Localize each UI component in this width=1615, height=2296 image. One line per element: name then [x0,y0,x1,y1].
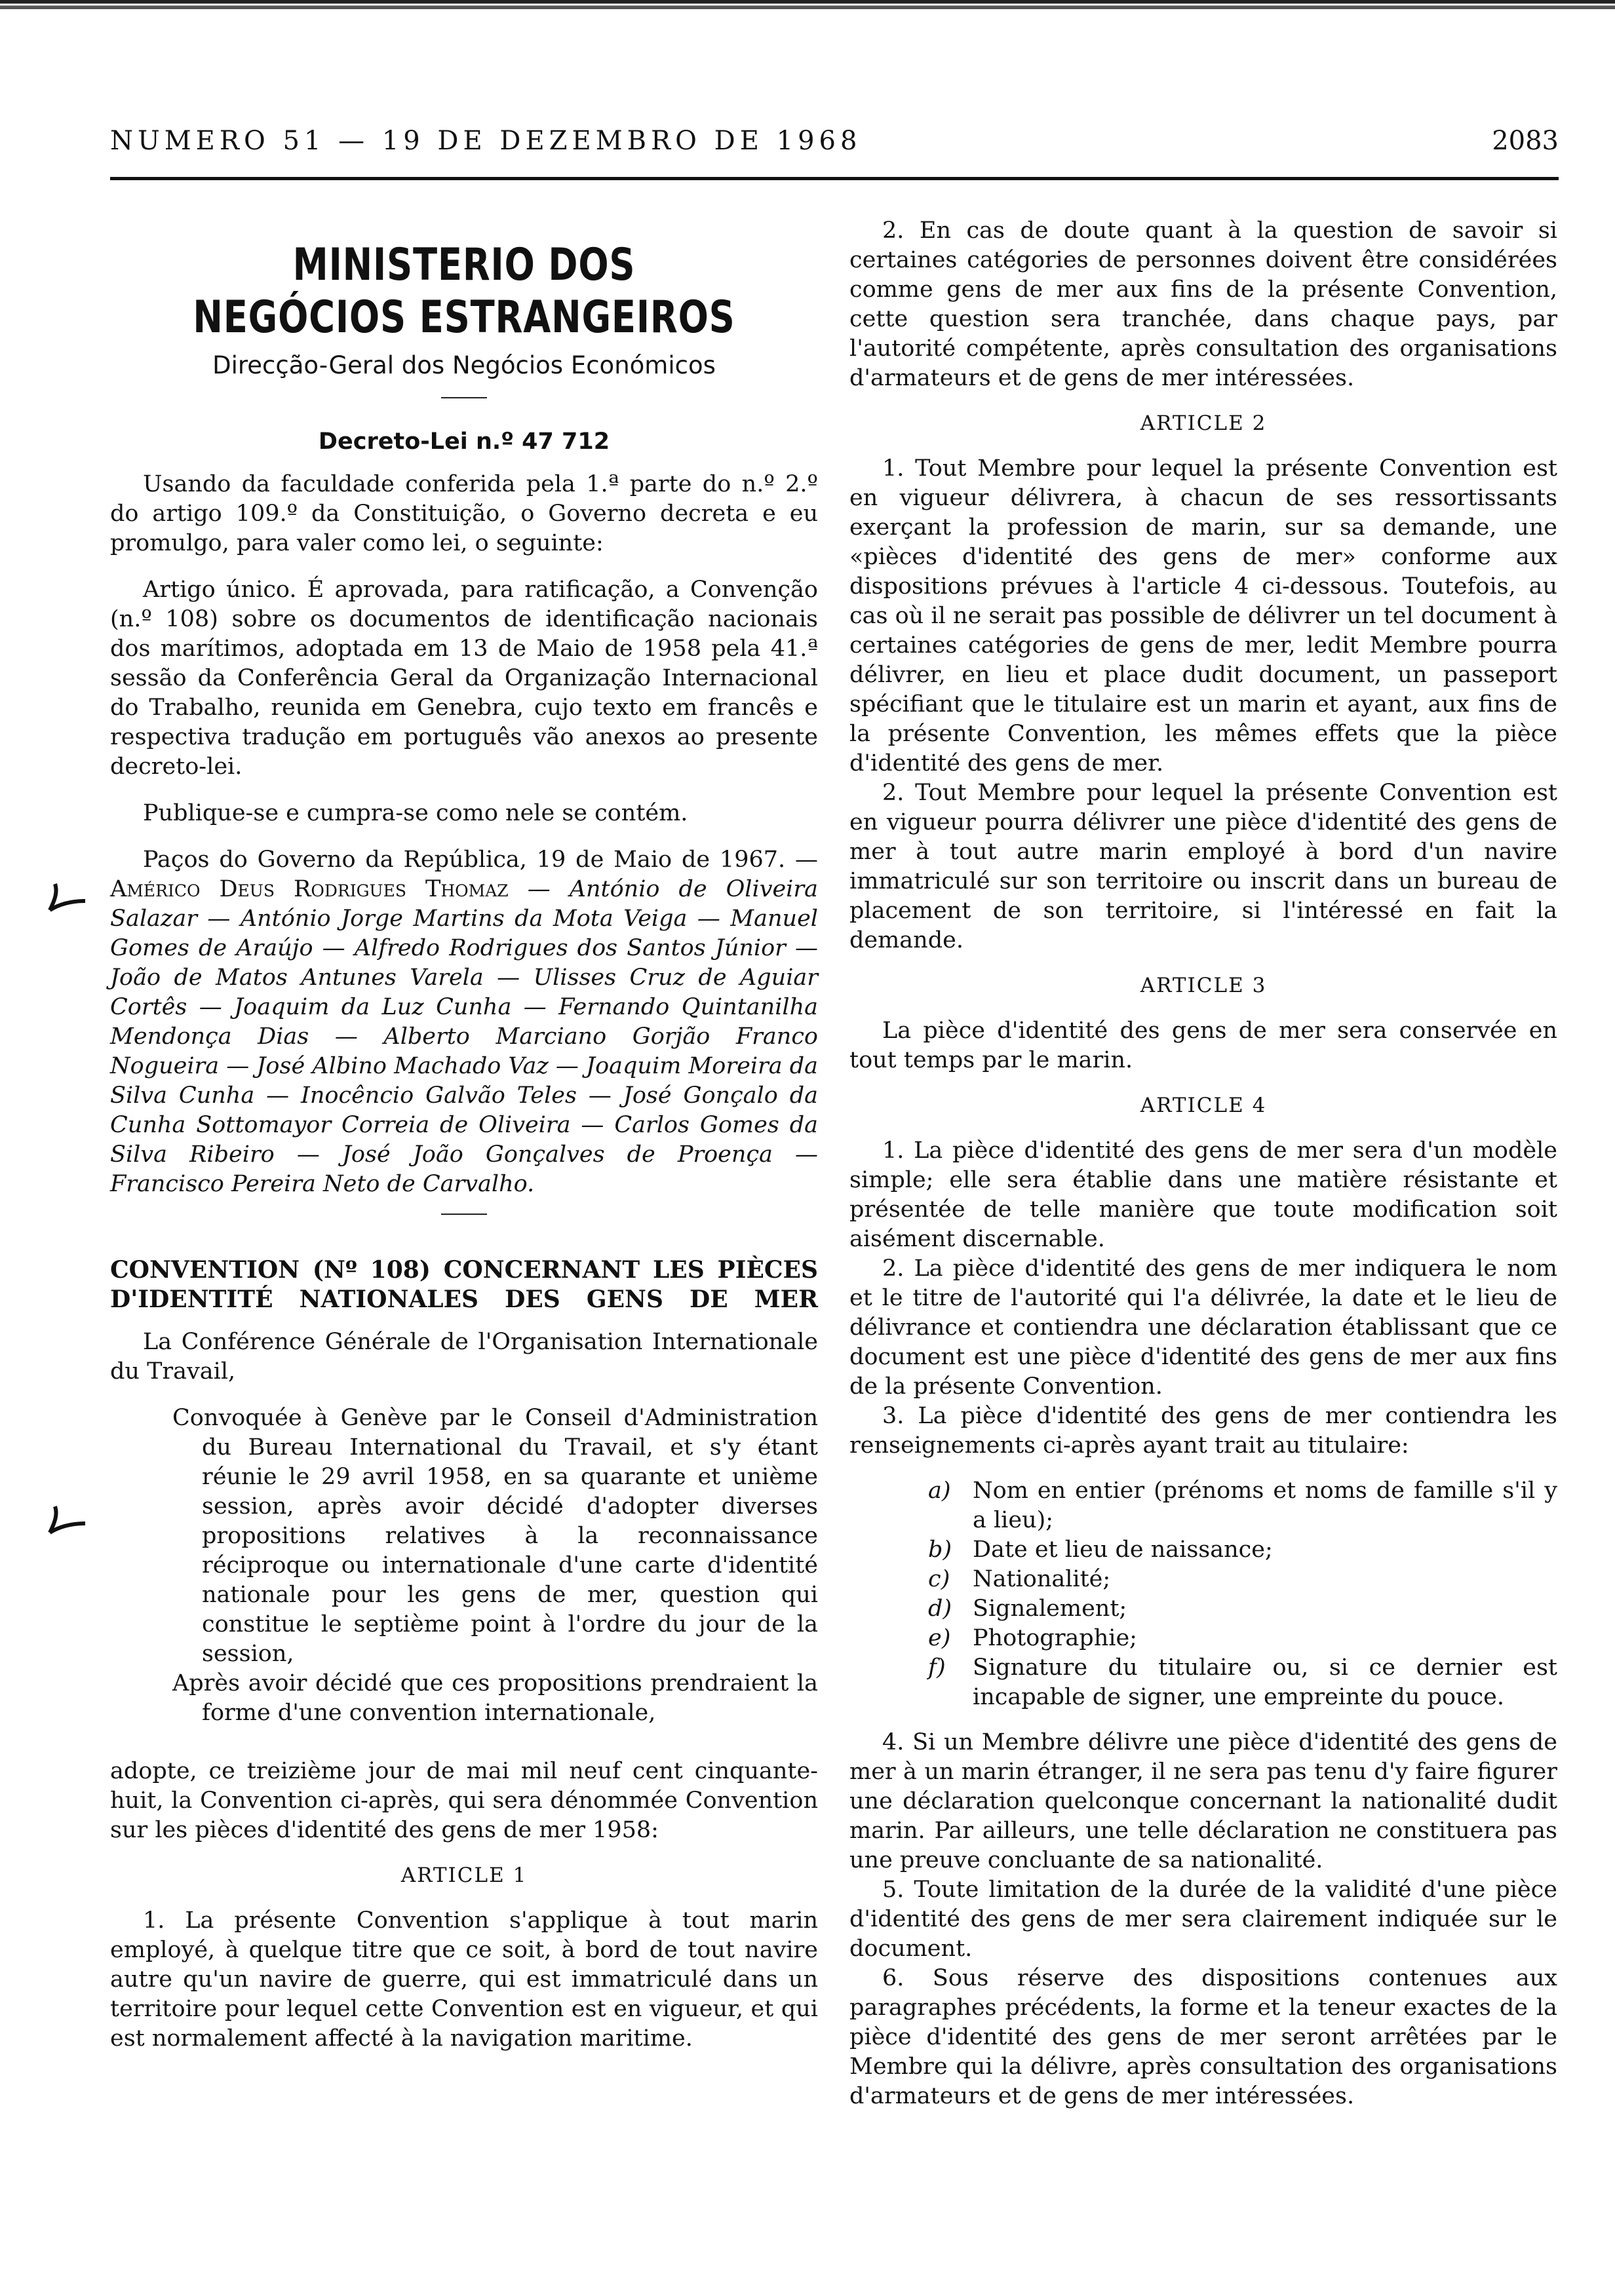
decree-preamble: Usando da faculdade conferida pela 1.ª parte do n.º 2.º do artigo 109.º da Constituição, o Governo decreta e eu promulgo, para valer como lei, o seguinte: [110,471,818,556]
adoption-clause: adopte, ce treizième jour de mai mil neuf cent cinquante-huit, la Convention ci-après, qui sera dénommée Convention sur les pièces d'identité des gens de mer 1958: [110,1758,818,1843]
decree-publication: Publique-se e cumpra-se como nele se contém. [143,800,688,826]
article-4-paragraph-4: 4. Si un Membre délivre une pièce d'identité des gens de mer à un marin étranger, il ne sera pas tenu d'y faire figurer une déclaration quelconque concernant la nationalité dudit marin. Par ailleurs, une telle déclaration ne constituera pas une preuve concluante de sa nationalité. [849,1729,1557,1873]
minister-names: — António de Oliveira Salazar — António Jorge Martins da Mota Veiga — Manuel Gomes de Araújo — Alfredo Rodrigues dos Santos Júnior — João de Matos Antunes Varela — Ulisses Cruz de Aguiar Cortês — Joaquim da Luz Cunha — Fernando Quintanilha Mendonça Dias — Alberto Marciano Gorjão Franco Nogueira — José Albino Machado Vaz — Joaquim Moreira da Silva Cunha — Inocêncio Galvão Teles — José Gonçalo da Cunha Sottomayor Correia de Oliveira — Carlos Gomes da Silva Ribeiro — José João Gonçalves de Proença — Francisco Pereira Neto de Carvalho. [110,876,819,1197]
section-divider [441,1214,487,1215]
article-4-paragraph-3: 3. La pièce d'identité des gens de mer contiendra les renseignements ci-après ayant trait au titulaire: [849,1403,1557,1459]
article-4-paragraph-2: 2. La pièce d'identité des gens de mer indiquera le nom et le titre de l'autorité qui l'a délivrée, la date et le lieu de délivrance et contiendra une déclaration établissant que ce document est une pièce d'identité des gens de mer aux fins de la présente Convention. [849,1255,1557,1400]
preamble-convoquee: Convoquée à Genève par le Conseil d'Administration du Bureau International du Travail, et s'y étant réunie le 29 avril 1958, en sa quarante et unième session, après avoir décidé d'adopter diverses propositions relatives à la reconnaissance réciproque ou internationale d'une carte d'identité nationale pour les gens de mer, question qui constitue le septième point à l'ordre du jour de la session, [172,1405,818,1667]
convention-title: CONVENTION (Nº 108) CONCERNANT LES PIÈCES D'IDENTITÉ NATIONALES DES GENS DE MER [110,1256,818,1313]
page-header [110,126,1559,172]
signature-place-date: Paços do Governo da República, 19 de Maio de 1967. — [143,847,818,873]
decree-article: Artigo único. É aprovada, para ratificação, a Convenção (n.º 108) sobre os documentos de identificação nacionais dos marítimos, adoptada em 13 de Maio de 1958 pela 41.ª sessão da Conferência Geral da Organização Internacional do Trabalho, reunida em Genebra, cujo texto em francês e respectiva tradução em português vão anexos ao presente decreto-lei. [110,577,818,780]
signatories [110,845,818,1199]
section-divider [441,397,487,398]
article-3-paragraph: La pièce d'identité des gens de mer sera conservée en tout temps par le marin. [849,1018,1557,1073]
article-1-heading: ARTICLE 1 [400,1864,528,1887]
top-border-rule [0,0,1615,9]
margin-mark-icon [46,1504,88,1537]
article-1-paragraph-2: 2. En cas de doute quant à la question de savoir si certaines catégories de personnes doivent être considérées comme gens de mer aux fins de la présente Convention, cette question sera tranchée, dans chaque pays, par l'autorité compétente, après consultation des organisations d'armateurs et de gens de mer intéressées. [849,218,1557,391]
list-item: c) Nationalité; [928,1566,1111,1592]
article-4-paragraph-1: 1. La pièce d'identité des gens de mer sera d'un modèle simple; elle sera établie dans une matière résistante et présentée de telle manière que toute modification soit aisément discernable. [849,1138,1557,1252]
preamble-apres: Après avoir décidé que ces propositions prendraient la forme d'une convention internationale, [172,1670,818,1726]
page-number: 2083 [1492,126,1559,156]
list-item: a) Nom en entier (prénoms et noms de famille s'il y a lieu); [928,1478,1557,1533]
ministry-heading: MINISTERIO DOS NEGÓCIOS ESTRANGEIROS [193,239,735,343]
article-2-paragraph-2: 2. Tout Membre pour lequel la présente Convention est en vigueur pourra délivrer une pièce d'identité des gens de mer à tout autre marin employé à bord d'un navire immatriculé sur son territoire ou inscrit dans un bureau de placement de son territoire, si l'intéressé en fait la demande. [849,780,1557,953]
article-2-paragraph-1: 1. Tout Membre pour lequel la présente Convention est en vigueur délivrera, à chacun de ses ressortissants exerçant la profession de marin, sur sa demande, une «pièces d'identité des gens de mer» conforme aux dispositions prévues à l'article 4 ci-dessous. Toutefois, au cas où il ne serait pas possible de délivrer un tel document à certaines catégories de gens de mer, ledit Membre pourra délivrer, en lieu et place dudit document, un passeport spécifiant que le titulaire est un marin et ayant, aux fins de la présente Convention, les mêmes effets que la pièce d'identité des gens de mer. [849,455,1557,776]
conference-intro: La Conférence Générale de l'Organisation Internationale du Travail, [110,1329,818,1385]
article-4-paragraph-6: 6. Sous réserve des dispositions contenues aux paragraphes précédents, la forme et la teneur exactes de la pièce d'identité des gens de mer seront arrêtées par le Membre qui la délivre, après consultation des organisations d'armateurs et de gens de mer intéressées. [849,1965,1557,2109]
decree-heading: Decreto-Lei n.º 47 712 [318,429,610,455]
identity-fields-list [902,1476,1557,1712]
left-column [110,216,818,2054]
direction-subheading: Direcção-Geral dos Negócios Económicos [212,351,716,379]
article-4-heading: ARTICLE 4 [1140,1094,1267,1117]
header-rule [110,177,1559,180]
article-4-paragraph-5: 5. Toute limitation de la durée de la validité d'une pièce d'identité des gens de mer sera clairement indiquée sur le document. [849,1877,1557,1962]
article-2-heading: ARTICLE 2 [1140,411,1267,435]
president-name: Américo Deus Rodrigues Thomaz [110,876,509,902]
article-3-heading: ARTICLE 3 [1140,974,1267,997]
list-item: e) Photographie; [928,1625,1137,1651]
issue-title: NUMERO 51 — 19 DE DEZEMBRO DE 1968 [110,126,862,156]
list-item: d) Signalement; [928,1596,1127,1622]
article-1-paragraph-1: 1. La présente Convention s'applique à tout marin employé, à quelque titre que ce soit, à bord de tout navire autre qu'un navire de guerre, qui est immatriculé dans un territoire pour lequel cette Convention est en vigueur, et qui est normalement affecté à la navigation maritime. [110,1907,818,2052]
list-item: b) Date et lieu de naissance; [928,1537,1273,1563]
list-item: f) Signature du titulaire ou, si ce dernier est incapable de signer, une empreinte du pouce. [928,1655,1557,1710]
margin-mark-icon [46,881,88,914]
right-column [849,216,1557,2111]
